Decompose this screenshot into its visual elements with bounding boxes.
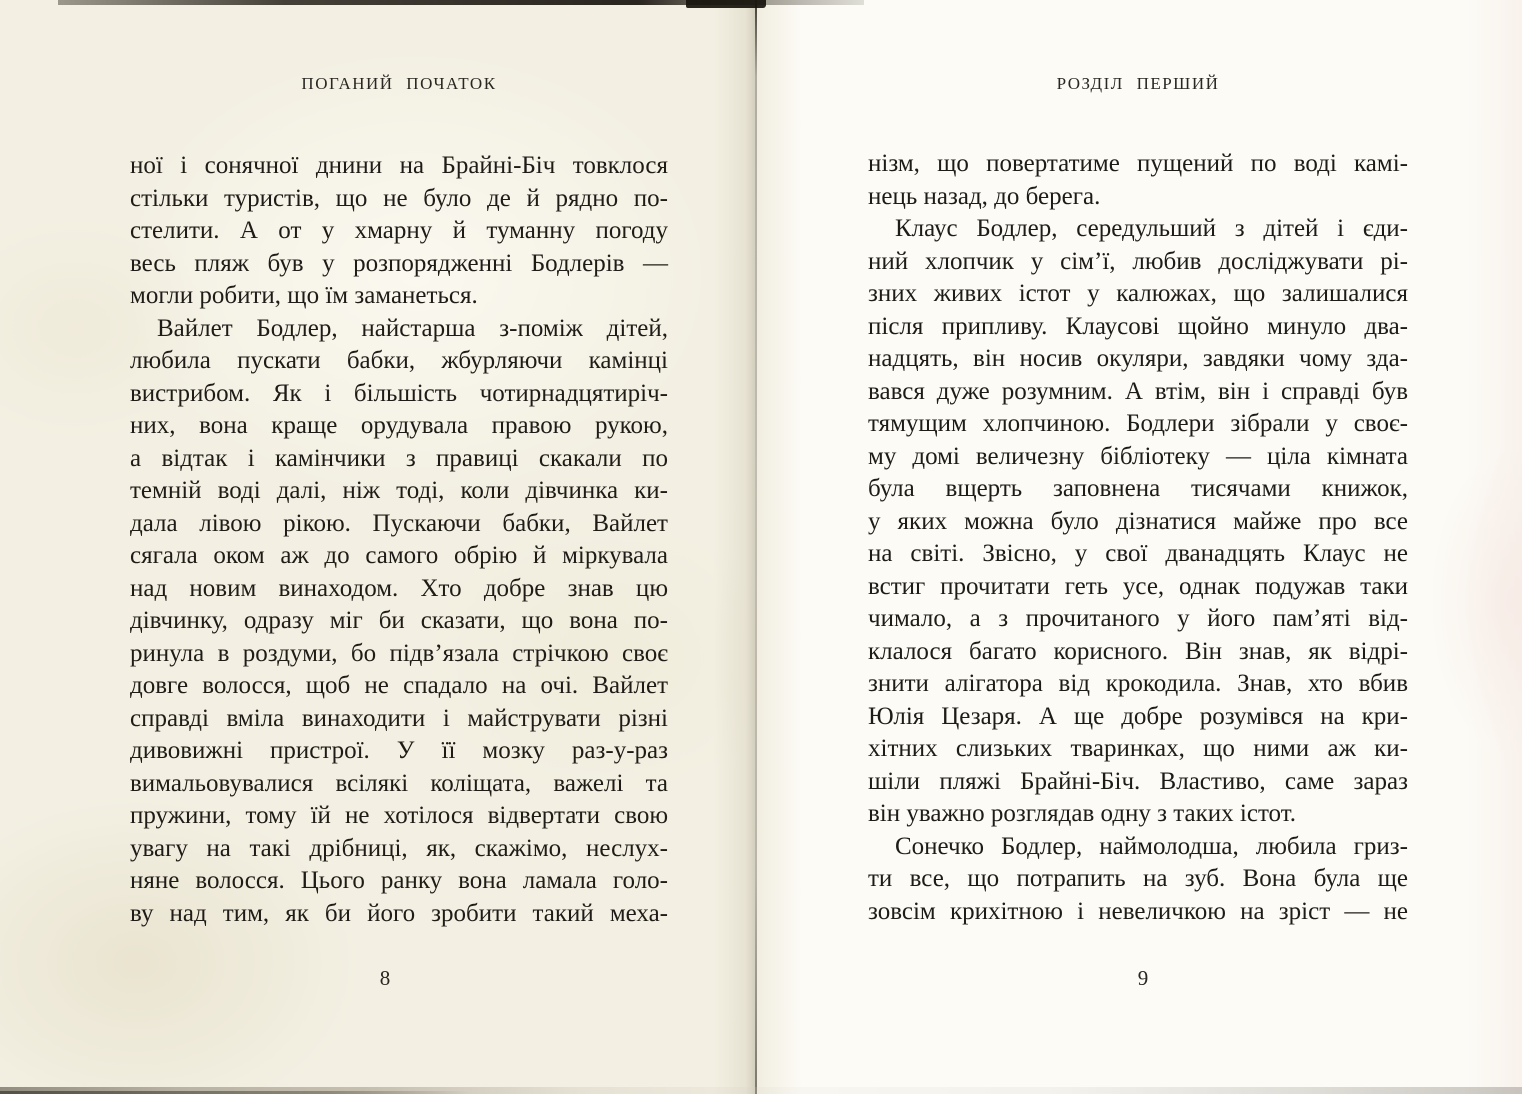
text-line: ний хлопчик у сім’ї, любив досліджувати рі- (868, 247, 1408, 275)
page-number-left: 8 (379, 966, 391, 990)
text-line: вистрибом. Як і більшість чотирнадцятиріч- (130, 379, 668, 407)
running-header-right: РОЗДІЛ ПЕРШИЙ (1056, 74, 1220, 93)
page-text-left (130, 150, 668, 930)
text-line: нець назад, до берега. (868, 182, 1101, 210)
text-line: була вщерть заповнена тисячами книжок, (868, 475, 1408, 502)
text-line: весь пляж був у розпорядженні Бодлерів — (130, 249, 668, 277)
text-line: довге волосся, щоб не спадало на очі. Вайлет (130, 672, 668, 699)
text-line: дала лівою рікою. Пускаючи бабки, Вайлет (130, 509, 668, 537)
text-line: шіли пляжі Брайні-Біч. Властиво, саме зараз (868, 767, 1408, 795)
text-line: Клаус Бодлер, середульший з дітей і єди- (895, 215, 1408, 242)
text-line: вався дуже розумним. А втім, він і справді був (868, 377, 1408, 405)
text-line: могли робити, що їм заманеться. (130, 282, 478, 309)
text-line: дівчинку, одразу міг би сказати, що вона по- (130, 607, 668, 634)
text-line: знити алігатора від крокодила. Знав, хто вбив (868, 670, 1408, 697)
text-line: хітних слизьких тваринках, що ними аж ки- (868, 735, 1408, 762)
text-line: а відтак і камінчики з правиці скакали по (130, 444, 668, 472)
text-line: няне волосся. Цього ранку вона ламала голо- (130, 867, 668, 894)
text-line: нізм, що повертатиме пущений по воді камі- (868, 150, 1408, 177)
page-gutter (755, 0, 757, 1094)
page-text-right (868, 148, 1408, 928)
text-line: ти все, що потрапить на зуб. Вона була ще (868, 865, 1408, 892)
text-line: Вайлет Бодлер, найстарша з-поміж дітей, (157, 314, 668, 342)
text-line: Сонечко Бодлер, наймолодша, любила гриз- (895, 832, 1408, 860)
scan-edge-top-blob (686, 0, 766, 8)
text-line: справді вміла винаходити і майструвати різні (130, 704, 668, 732)
running-header-left: ПОГАНИЙ ПОЧАТОК (301, 74, 497, 93)
page-number-right: 9 (1137, 966, 1149, 990)
text-line: ної і сонячної днини на Брайні-Біч товклося (130, 152, 668, 179)
text-line: стільки туристів, що не було де й рядно по- (130, 184, 668, 212)
text-line: встиг прочитати геть усе, однак подужав таки (868, 572, 1408, 600)
text-line: любила пускати бабки, жбурляючи камінці (130, 347, 668, 374)
text-line: му домі величезну бібліотеку — ціла кімната (868, 442, 1408, 470)
text-line: вимальовувалися всілякі коліщата, важелі та (130, 769, 668, 797)
text-line: ринула в роздуми, бо підв’язала стрічкою своє (130, 639, 668, 667)
text-line: Юлія Цезаря. А ще добре розумівся на кри- (868, 702, 1408, 730)
text-line: тямущим хлопчиною. Бодлери зібрали у своє- (868, 410, 1408, 437)
text-line: після припливу. Клаусові щойно минуло два- (868, 312, 1408, 340)
text-line: темній воді далі, ніж тоді, коли дівчинка ки- (130, 477, 668, 504)
text-line: зних живих істот у калюжах, що залишалися (868, 280, 1408, 307)
text-line: них, вона краще орудувала правою рукою, (130, 412, 668, 439)
text-line: зовсім крихітною і невеличкою на зріст — не (868, 897, 1408, 925)
text-line: у яких можна було дізнатися майже про все (868, 507, 1408, 535)
text-line: він уважно розглядав одну з таких істот. (868, 800, 1297, 827)
text-line: пружини, тому їй не хотілося відвертати свою (130, 802, 668, 829)
text-line: стелити. А от у хмарну й туманну погоду (130, 217, 668, 244)
text-line: на світі. Звісно, у свої дванадцять Клаус не (868, 540, 1408, 567)
text-line: надцять, він носив окуляри, завдяки чому зда- (868, 345, 1408, 372)
text-line: клалося багато корисного. Він знав, як відрі- (868, 637, 1408, 665)
text-line: сягала оком аж до самого обрію й міркувала (130, 542, 668, 569)
text-line: увагу на такі дрібниці, як, скажімо, неслух- (130, 834, 668, 862)
text-line: чимало, а з прочитаного у його пам’яті від- (868, 605, 1408, 632)
gutter-shadow (713, 0, 755, 1094)
text-line: дивовижні пристрої. У її мозку раз-у-раз (130, 737, 668, 764)
text-line: над новим винаходом. Хто добре знав цю (130, 574, 668, 602)
text-line: ву над тим, як би його зробити такий меха- (130, 899, 668, 927)
